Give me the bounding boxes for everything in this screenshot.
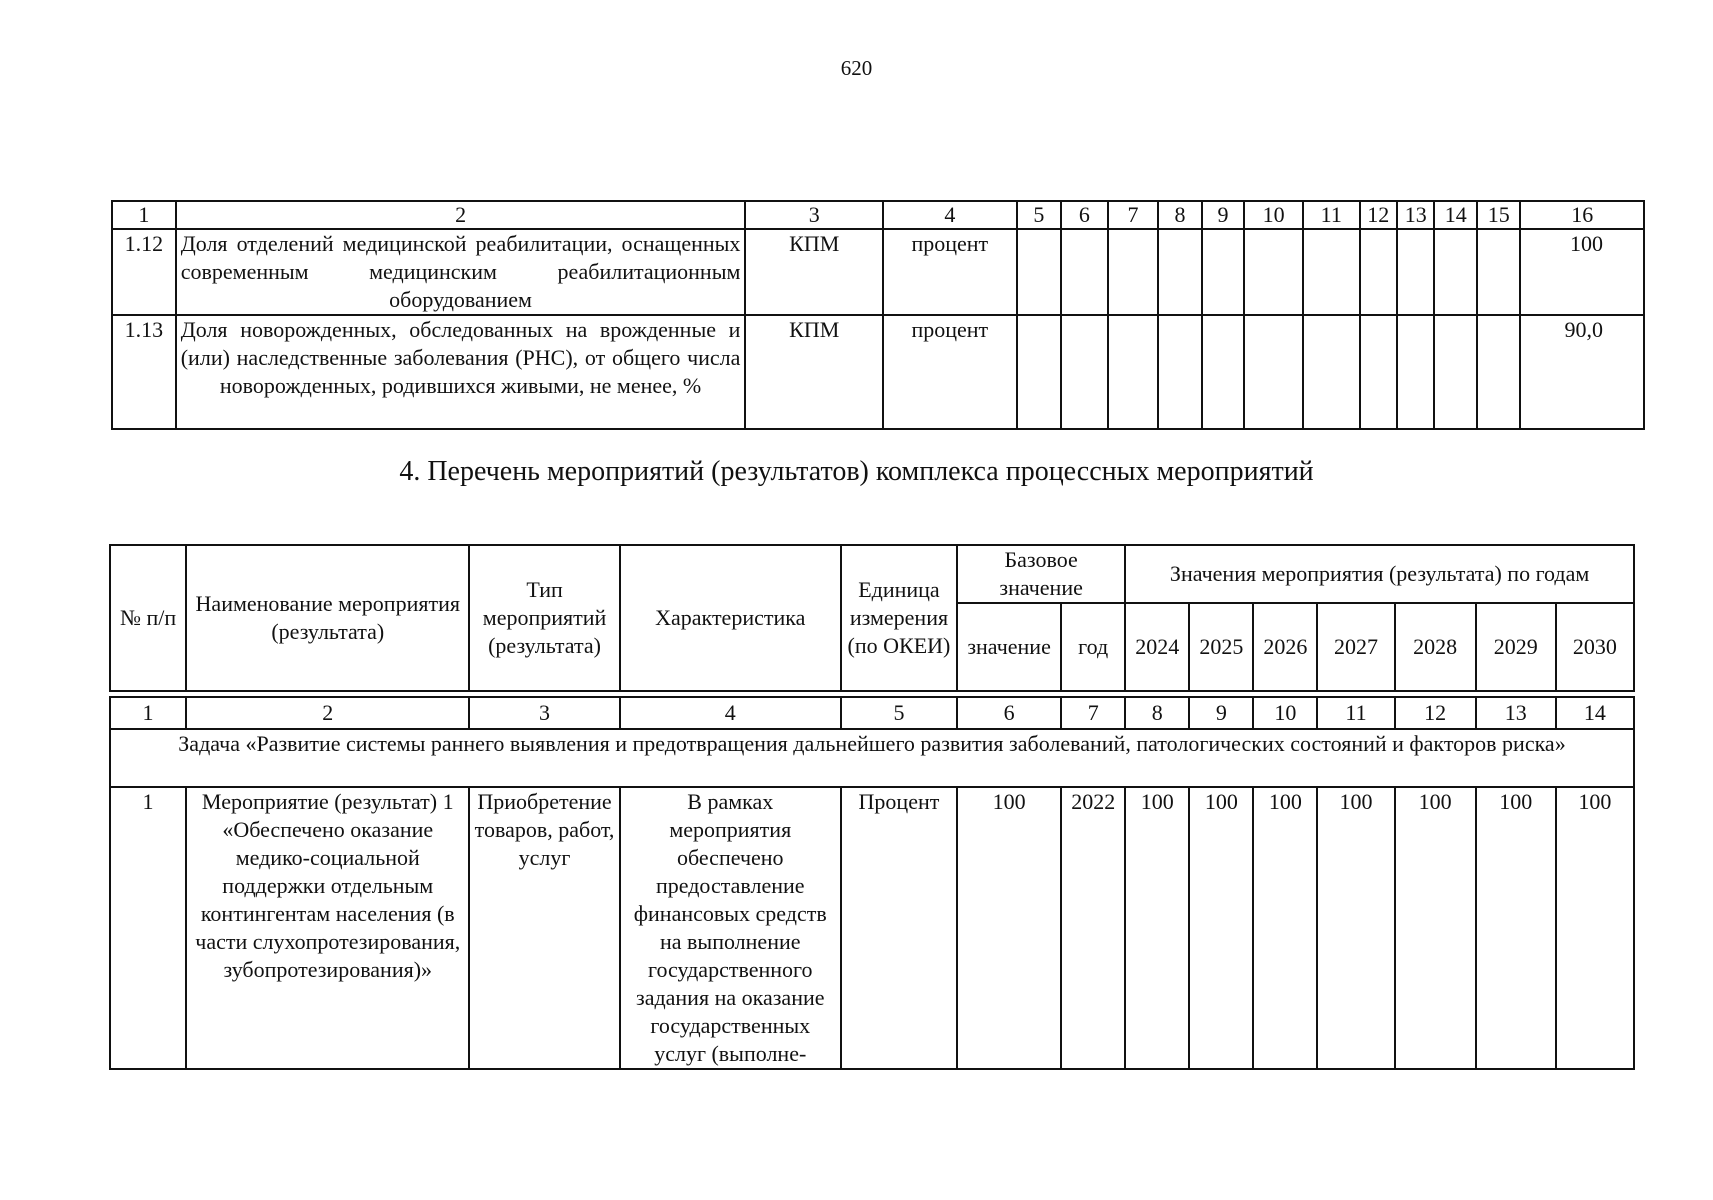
indicator-level: КПМ — [745, 229, 883, 315]
header-year: 2026 — [1253, 603, 1317, 691]
event-name: Мероприятие (результат) 1 «Обеспечено оказание медико-социальной поддержки отдельным контингентам населения (в части слухопротезирования, зубопротезирования)» — [186, 787, 469, 1069]
column-number: 8 — [1158, 201, 1202, 229]
header-base-year: год — [1061, 603, 1125, 691]
column-number: 6 — [957, 697, 1061, 729]
task-text: Задача «Развитие системы раннего выявления и предотвращения дальнейшего развития заболеваний, патологических состояний и факторов риска» — [110, 729, 1634, 787]
header-year: 2029 — [1476, 603, 1556, 691]
indicator-name: Доля отделений медицинской реабилитации, оснащенных современным медицинским реабилитационным оборудованием — [176, 229, 746, 315]
indicators-table — [111, 200, 1645, 430]
event-year-value: 100 — [1395, 787, 1476, 1069]
column-number: 10 — [1253, 697, 1317, 729]
indicator-unit: процент — [883, 229, 1017, 315]
table-row — [112, 315, 1644, 429]
column-number: 10 — [1244, 201, 1303, 229]
column-number: 1 — [110, 697, 186, 729]
table-row — [112, 229, 1644, 315]
column-number: 14 — [1556, 697, 1634, 729]
task-row — [110, 729, 1634, 787]
indicator-value: 100 — [1520, 229, 1644, 315]
header-year: 2028 — [1395, 603, 1476, 691]
events-table — [109, 544, 1635, 1070]
event-base-value: 100 — [957, 787, 1061, 1069]
table-row — [110, 787, 1634, 1069]
header-year: 2024 — [1125, 603, 1189, 691]
header-type: Тип мероприятий (результата) — [469, 545, 619, 691]
event-year-value: 100 — [1189, 787, 1253, 1069]
event-year-value: 100 — [1253, 787, 1317, 1069]
column-number: 16 — [1520, 201, 1644, 229]
event-year-value: 100 — [1125, 787, 1189, 1069]
column-number: 11 — [1303, 201, 1360, 229]
event-year-value: 100 — [1317, 787, 1394, 1069]
column-number: 2 — [186, 697, 469, 729]
column-number: 13 — [1397, 201, 1434, 229]
column-number: 15 — [1477, 201, 1521, 229]
column-number: 13 — [1476, 697, 1556, 729]
header-year: 2027 — [1317, 603, 1394, 691]
header-unit: Единица измерения (по ОКЕИ) — [841, 545, 957, 691]
header-number: № п/п — [110, 545, 186, 691]
header-year: 2030 — [1556, 603, 1634, 691]
header-characteristic: Характеристика — [620, 545, 841, 691]
event-characteristic: В рамках мероприятия обеспечено предоставление финансовых средств на выполнение государственного задания на оказание государственных услуг (выполне- — [620, 787, 841, 1069]
column-number: 5 — [1017, 201, 1062, 229]
column-number: 9 — [1202, 201, 1244, 229]
column-number: 7 — [1061, 697, 1125, 729]
indicator-value: 90,0 — [1520, 315, 1644, 429]
column-number: 1 — [112, 201, 176, 229]
row-number: 1.13 — [112, 315, 176, 429]
column-number: 3 — [745, 201, 883, 229]
event-year-value: 100 — [1476, 787, 1556, 1069]
column-number: 3 — [469, 697, 619, 729]
column-number: 12 — [1395, 697, 1476, 729]
header-years-group: Значения мероприятия (результата) по годам — [1125, 545, 1634, 603]
column-number: 2 — [176, 201, 746, 229]
event-unit: Процент — [841, 787, 957, 1069]
column-number: 8 — [1125, 697, 1189, 729]
section-title: 4. Перечень мероприятий (результатов) комплекса процессных мероприятий — [399, 456, 1314, 487]
header-name: Наименование мероприятия (результата) — [186, 545, 469, 691]
page-number: 620 — [840, 56, 873, 80]
event-type: Приобретение товаров, работ, услуг — [469, 787, 619, 1069]
header-base-value: значение — [957, 603, 1061, 691]
column-numbers-row — [110, 697, 1634, 729]
column-number: 7 — [1108, 201, 1159, 229]
header-base: Базовое значение — [957, 545, 1125, 603]
column-number: 6 — [1061, 201, 1108, 229]
column-number: 9 — [1189, 697, 1253, 729]
events-header-row — [110, 545, 1634, 603]
event-base-year: 2022 — [1061, 787, 1125, 1069]
column-number: 14 — [1434, 201, 1476, 229]
indicator-name: Доля новорожденных, обследованных на врожденные и (или) наследственные заболевания (РНС), от общего числа новорожденных, родившихся живыми, не менее, % — [176, 315, 746, 429]
indicator-unit: процент — [883, 315, 1017, 429]
column-number: 12 — [1360, 201, 1397, 229]
row-number: 1.12 — [112, 229, 176, 315]
indicator-level: КПМ — [745, 315, 883, 429]
header-year: 2025 — [1189, 603, 1253, 691]
column-number: 4 — [883, 201, 1017, 229]
column-number: 5 — [841, 697, 957, 729]
row-number: 1 — [110, 787, 186, 1069]
indicators-header-row — [112, 201, 1644, 229]
column-number: 4 — [620, 697, 841, 729]
column-number: 11 — [1317, 697, 1394, 729]
event-year-value: 100 — [1556, 787, 1634, 1069]
